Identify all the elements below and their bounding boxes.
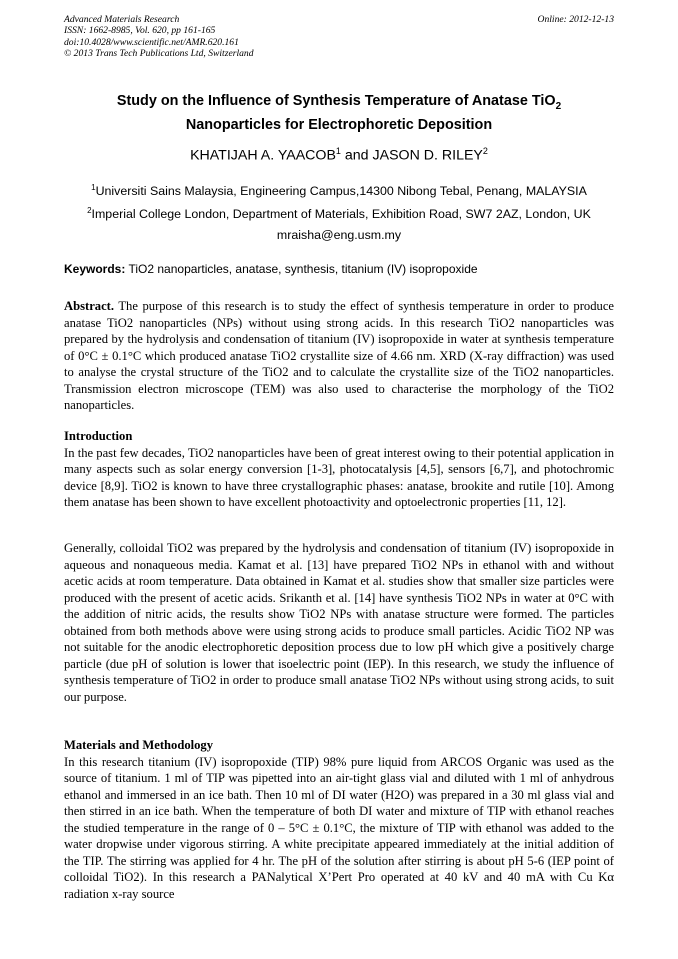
abstract-label: Abstract. xyxy=(64,299,115,313)
copyright-line: © 2013 Trans Tech Publications Ltd, Switzerland xyxy=(64,48,254,60)
methods-paragraph-1: In this research titanium (IV) isopropoxide (TIP) 98% pure liquid from ARCOS Organic was used as the source of titanium. 1 ml of TIP was pipetted into an air-tight glass vial and diluted with 1 ml of anhydrous ethanol and immersed in an ice bath. Then 10 ml of DI water (H2O) was prepared in a 30 ml glass vial and then stirred in an ice bath. When the temperature of both DI water and mixture of TIP with ethanol reaches the studied temperature in the range of 0 – 5°C ± 0.1°C, the mixture of TIP with ethanol was added to the water dropwise under vigorous stirring. A white precipitate appeared immediately at the initial addition of the TIP. The stirring was applied for 4 hr. The pH of the solution after stirring is about pH 5-6 (IEP point of colloidal TiO2). In this research a PANalytical X’Pert Pro operated at 40 kV and 40 mA with Cu Kα radiation x-ray source xyxy=(64,754,614,901)
affiliation-2-text: Imperial College London, Department of Materials, Exhibition Road, SW7 2AZ, London, UK xyxy=(91,207,591,222)
author-2: JASON D. RILEY xyxy=(372,147,483,164)
abstract-section xyxy=(64,298,614,414)
keywords-text: TiO2 nanoparticles, anatase, synthesis, titanium (IV) isopropoxide xyxy=(128,262,478,276)
abstract-text: The purpose of this research is to study the effect of synthesis temperature in order to produce anatase TiO2 nanoparticles (NPs) without using strong acids. In this research TiO2 nanoparticles was prepared by the hydrolysis and condensation of titanium (IV) isopropoxide in water at synthesis temperature of 0°C ± 0.1°C which produced anatase TiO2 crystallite size of 4.66 nm. XRD (X-ray diffraction) was used to analyse the crystal structure of the TiO2 and to calculate the crystallite size of the TiO2 nanoparticles. Transmission electron microscope (TEM) was also used to characterise the morphology of the TiO2 nanoparticles. xyxy=(64,299,614,412)
introduction-continued xyxy=(64,540,614,705)
journal-name: Advanced Materials Research xyxy=(64,14,180,25)
introduction-paragraph-1: In the past few decades, TiO2 nanoparticles have been of great interest owing to their potential application in many aspects such as solar energy conversion [1-3], photocatalysis [4,5], sensors [6,7], and photochromic device [8,9]. TiO2 is known to have three crystallographic phases: anatase, brookite and rutile [10]. Among them anatase has been shown to have excellent photoactivity and optoelectronic properties [11, 12]. xyxy=(64,445,614,509)
title-line-1: Study on the Influence of Synthesis Temperature of Anatase TiO xyxy=(116,93,556,109)
affiliation-2-mark: 2 xyxy=(87,206,92,215)
keywords-line xyxy=(64,262,614,276)
title-subscript: 2 xyxy=(555,100,562,112)
methods-heading: Materials and Methodology xyxy=(64,738,214,752)
issn-line: ISSN: 1662-8985, Vol. 620, pp 161-165 xyxy=(64,25,216,37)
affiliation-1-text: Universiti Sains Malaysia, Engineering Campus,14300 Nibong Tebal, Penang, MALAYSIA xyxy=(95,184,587,199)
paper-title xyxy=(64,92,614,134)
introduction-paragraph-2: Generally, colloidal TiO2 was prepared by the hydrolysis and condensation of titanium (IV) isopropoxide in aqueous and nonaqueous media. Kamat et al. [13] have prepared TiO2 NPs in ethanol with and without acetic acids at room temperature. Data obtained in Kamat et al. studies show that smaller size particles were produced with the present of acetic acids. Srikanth et al. [14] have synthesis TiO2 NPs in water at 0°C with the addition of nitric acids, the results show TiO2 NPs with anatase structure were formed. The particles obtained from both methods above were using strong acids to produce small particles. Acidic TiO2 NP was not suitable for the anodic electrophoretic deposition process due to low pH which give a positively charge particle (due pH of solution is lower that isoelectric point (IEP). In this research, we study the influence of synthesis temperature of TiO2 in order to produce small anatase TiO2 NPs without using strong acids, to suit our purpose. xyxy=(64,541,614,704)
introduction-heading: Introduction xyxy=(64,429,133,443)
title-line-2: Nanoparticles for Electrophoretic Deposition xyxy=(185,116,493,133)
author-1-affil-mark: 1 xyxy=(335,146,341,156)
author-2-affil-mark: 2 xyxy=(482,146,488,156)
affiliation-2 xyxy=(64,206,614,221)
affiliation-1-mark: 1 xyxy=(91,183,96,192)
doi-line: doi:10.4028/www.scientific.net/AMR.620.161 xyxy=(64,36,239,48)
contact-email[interactable]: mraisha@eng.usm.my xyxy=(276,228,402,242)
author-1: KHATIJAH A. YAACOB xyxy=(190,147,336,164)
author-list xyxy=(64,146,614,164)
affiliation-1 xyxy=(64,183,614,198)
online-date: Online: 2012-12-13 xyxy=(537,14,614,25)
keywords-label: Keywords: xyxy=(64,262,126,276)
journal-header xyxy=(64,14,614,60)
introduction-section xyxy=(64,428,614,511)
author-conjunction: and xyxy=(344,147,369,164)
methods-section xyxy=(64,737,614,902)
